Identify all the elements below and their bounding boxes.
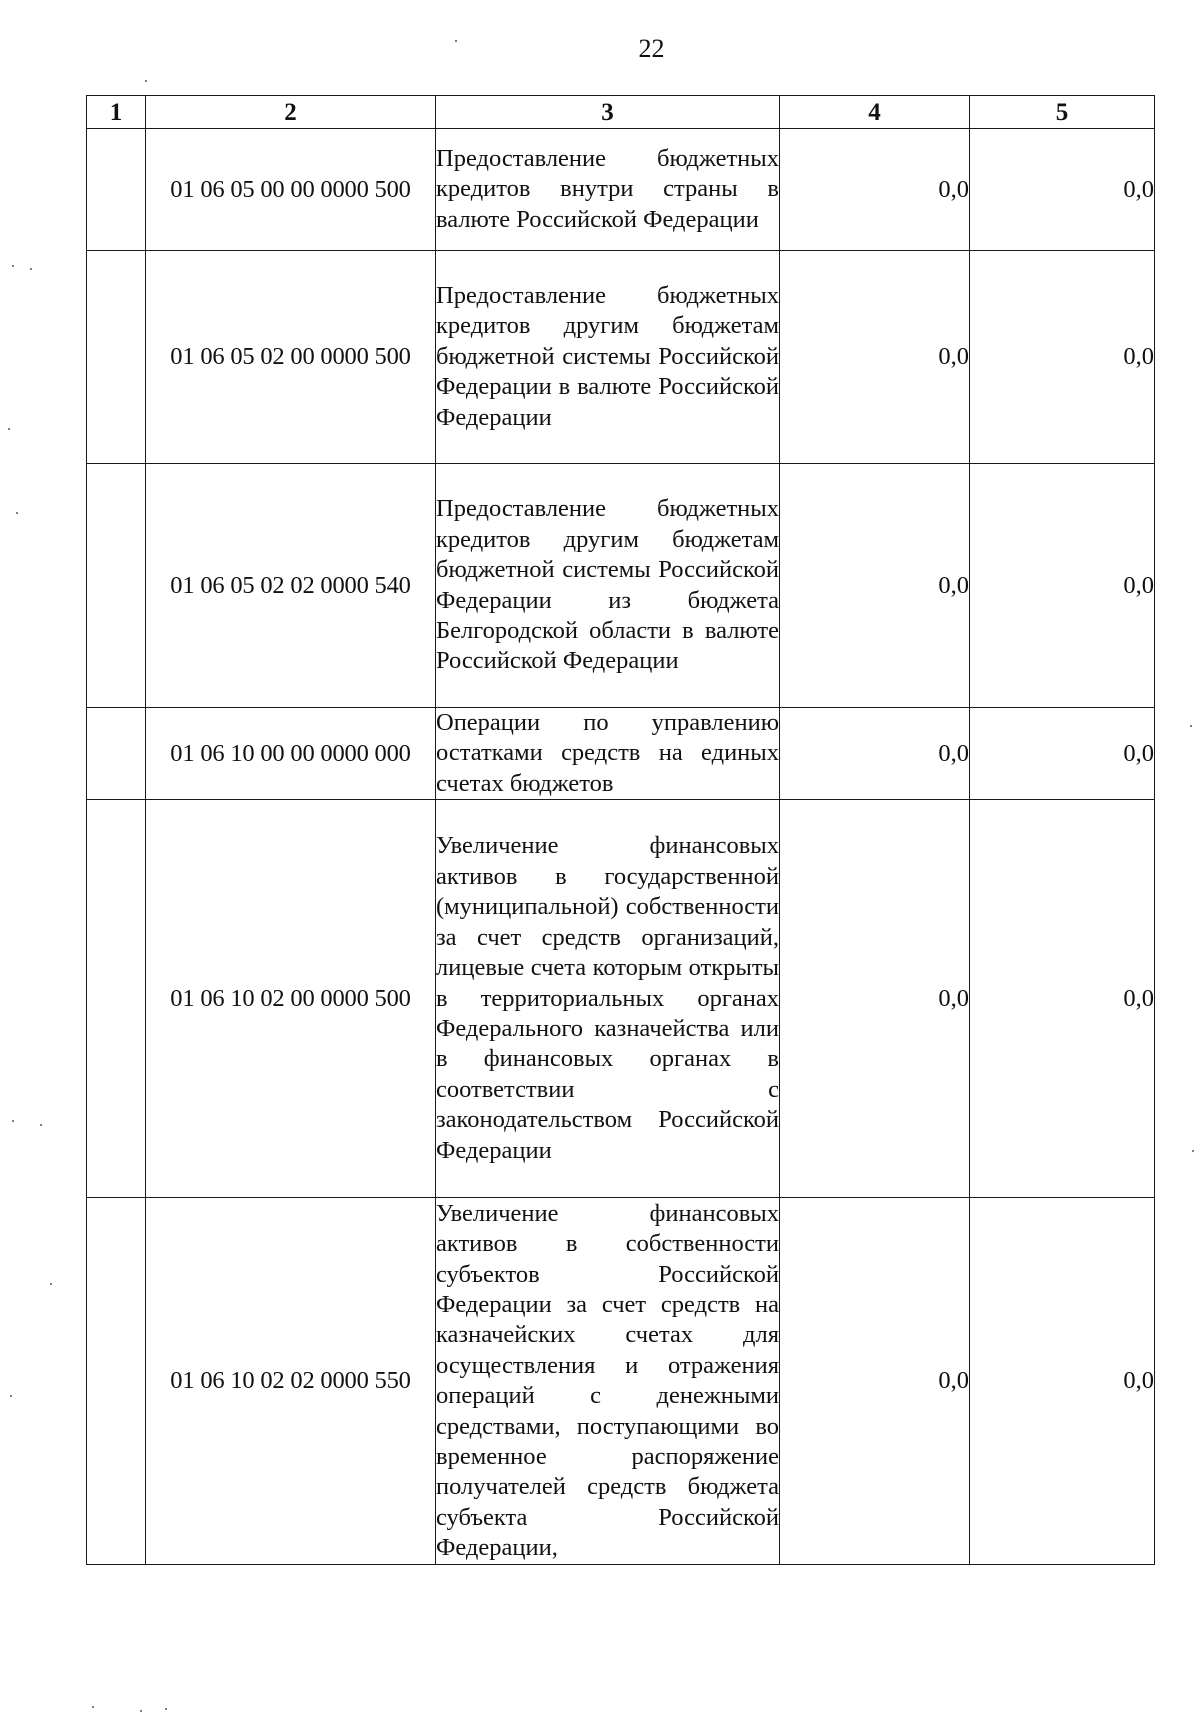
source-name-cell: Операции по управлению остатками средств на единых счетах бюджетов — [436, 708, 780, 800]
source-name-cell: Увеличение финансовых активов в собственности субъектов Российской Федерации за счет средств на казначейских счетах для осуществления и отражения операций с денежными средствами, поступающими во временное распоряжение получателей средств бюджета субъекта Российской Федерации, — [436, 1198, 780, 1565]
value-col-5-cell: 0,0 — [970, 1198, 1155, 1565]
table-header-row — [87, 96, 1155, 129]
budget-code-cell: 01 06 10 02 00 0000 500 — [146, 800, 436, 1198]
page-number: 22 — [638, 34, 665, 63]
header-col-5: 5 — [970, 96, 1155, 129]
row-index-cell — [87, 1198, 146, 1565]
scan-speck — [92, 1706, 94, 1708]
scan-speck — [12, 265, 14, 267]
scan-speck — [1192, 1150, 1194, 1152]
value-col-4-cell: 0,0 — [780, 129, 970, 251]
value-col-5-cell: 0,0 — [970, 251, 1155, 464]
table-row — [87, 708, 1155, 800]
scan-speck — [50, 1283, 52, 1285]
source-name-cell: Увеличение финансовых активов в государственной (муниципальной) собственности за счет средств организаций, лицевые счета которым открыты в территориальных органах Федерального казначейства или в финансовых органах в соответствии с законодательством Российской Федерации — [436, 800, 780, 1198]
row-index-cell — [87, 129, 146, 251]
value-col-4-cell: 0,0 — [780, 708, 970, 800]
budget-code-cell: 01 06 05 00 00 0000 500 — [146, 129, 436, 251]
table-row — [87, 129, 1155, 251]
scan-speck — [30, 268, 32, 270]
row-index-cell — [87, 464, 146, 708]
scan-speck — [40, 1124, 42, 1126]
table-row — [87, 464, 1155, 708]
table-row — [87, 1198, 1155, 1565]
scan-speck — [16, 512, 18, 514]
row-index-cell — [87, 800, 146, 1198]
scan-speck — [140, 1710, 142, 1712]
row-index-cell — [87, 708, 146, 800]
scan-speck — [1190, 725, 1192, 727]
source-name-cell: Предоставление бюджетных кредитов внутри страны в валюте Российской Федерации — [436, 129, 780, 251]
budget-code-cell: 01 06 05 02 00 0000 500 — [146, 251, 436, 464]
value-col-5-cell: 0,0 — [970, 129, 1155, 251]
row-index-cell — [87, 251, 146, 464]
value-col-4-cell: 0,0 — [780, 464, 970, 708]
header-col-2: 2 — [146, 96, 436, 129]
header-col-4: 4 — [780, 96, 970, 129]
value-col-4-cell: 0,0 — [780, 251, 970, 464]
scan-speck — [145, 80, 147, 82]
scan-speck — [12, 1120, 14, 1122]
budget-code-cell: 01 06 05 02 02 0000 540 — [146, 464, 436, 708]
scan-speck — [8, 428, 10, 430]
table-row — [87, 251, 1155, 464]
header-col-1: 1 — [87, 96, 146, 129]
table-row — [87, 800, 1155, 1198]
value-col-4-cell: 0,0 — [780, 1198, 970, 1565]
value-col-5-cell: 0,0 — [970, 708, 1155, 800]
header-col-3: 3 — [436, 96, 780, 129]
budget-code-cell: 01 06 10 00 00 0000 000 — [146, 708, 436, 800]
value-col-5-cell: 0,0 — [970, 800, 1155, 1198]
source-name-cell: Предоставление бюджетных кредитов другим бюджетам бюджетной системы Российской Федерации из бюджета Белгородской области в валюте Российской Федерации — [436, 464, 780, 708]
scan-speck — [10, 1395, 12, 1397]
scan-speck — [455, 40, 457, 42]
value-col-4-cell: 0,0 — [780, 800, 970, 1198]
value-col-5-cell: 0,0 — [970, 464, 1155, 708]
source-name-cell: Предоставление бюджетных кредитов другим бюджетам бюджетной системы Российской Федерации в валюте Российской Федерации — [436, 251, 780, 464]
budget-sources-table — [86, 95, 1155, 1565]
scan-speck — [165, 1708, 167, 1710]
budget-code-cell: 01 06 10 02 02 0000 550 — [146, 1198, 436, 1565]
